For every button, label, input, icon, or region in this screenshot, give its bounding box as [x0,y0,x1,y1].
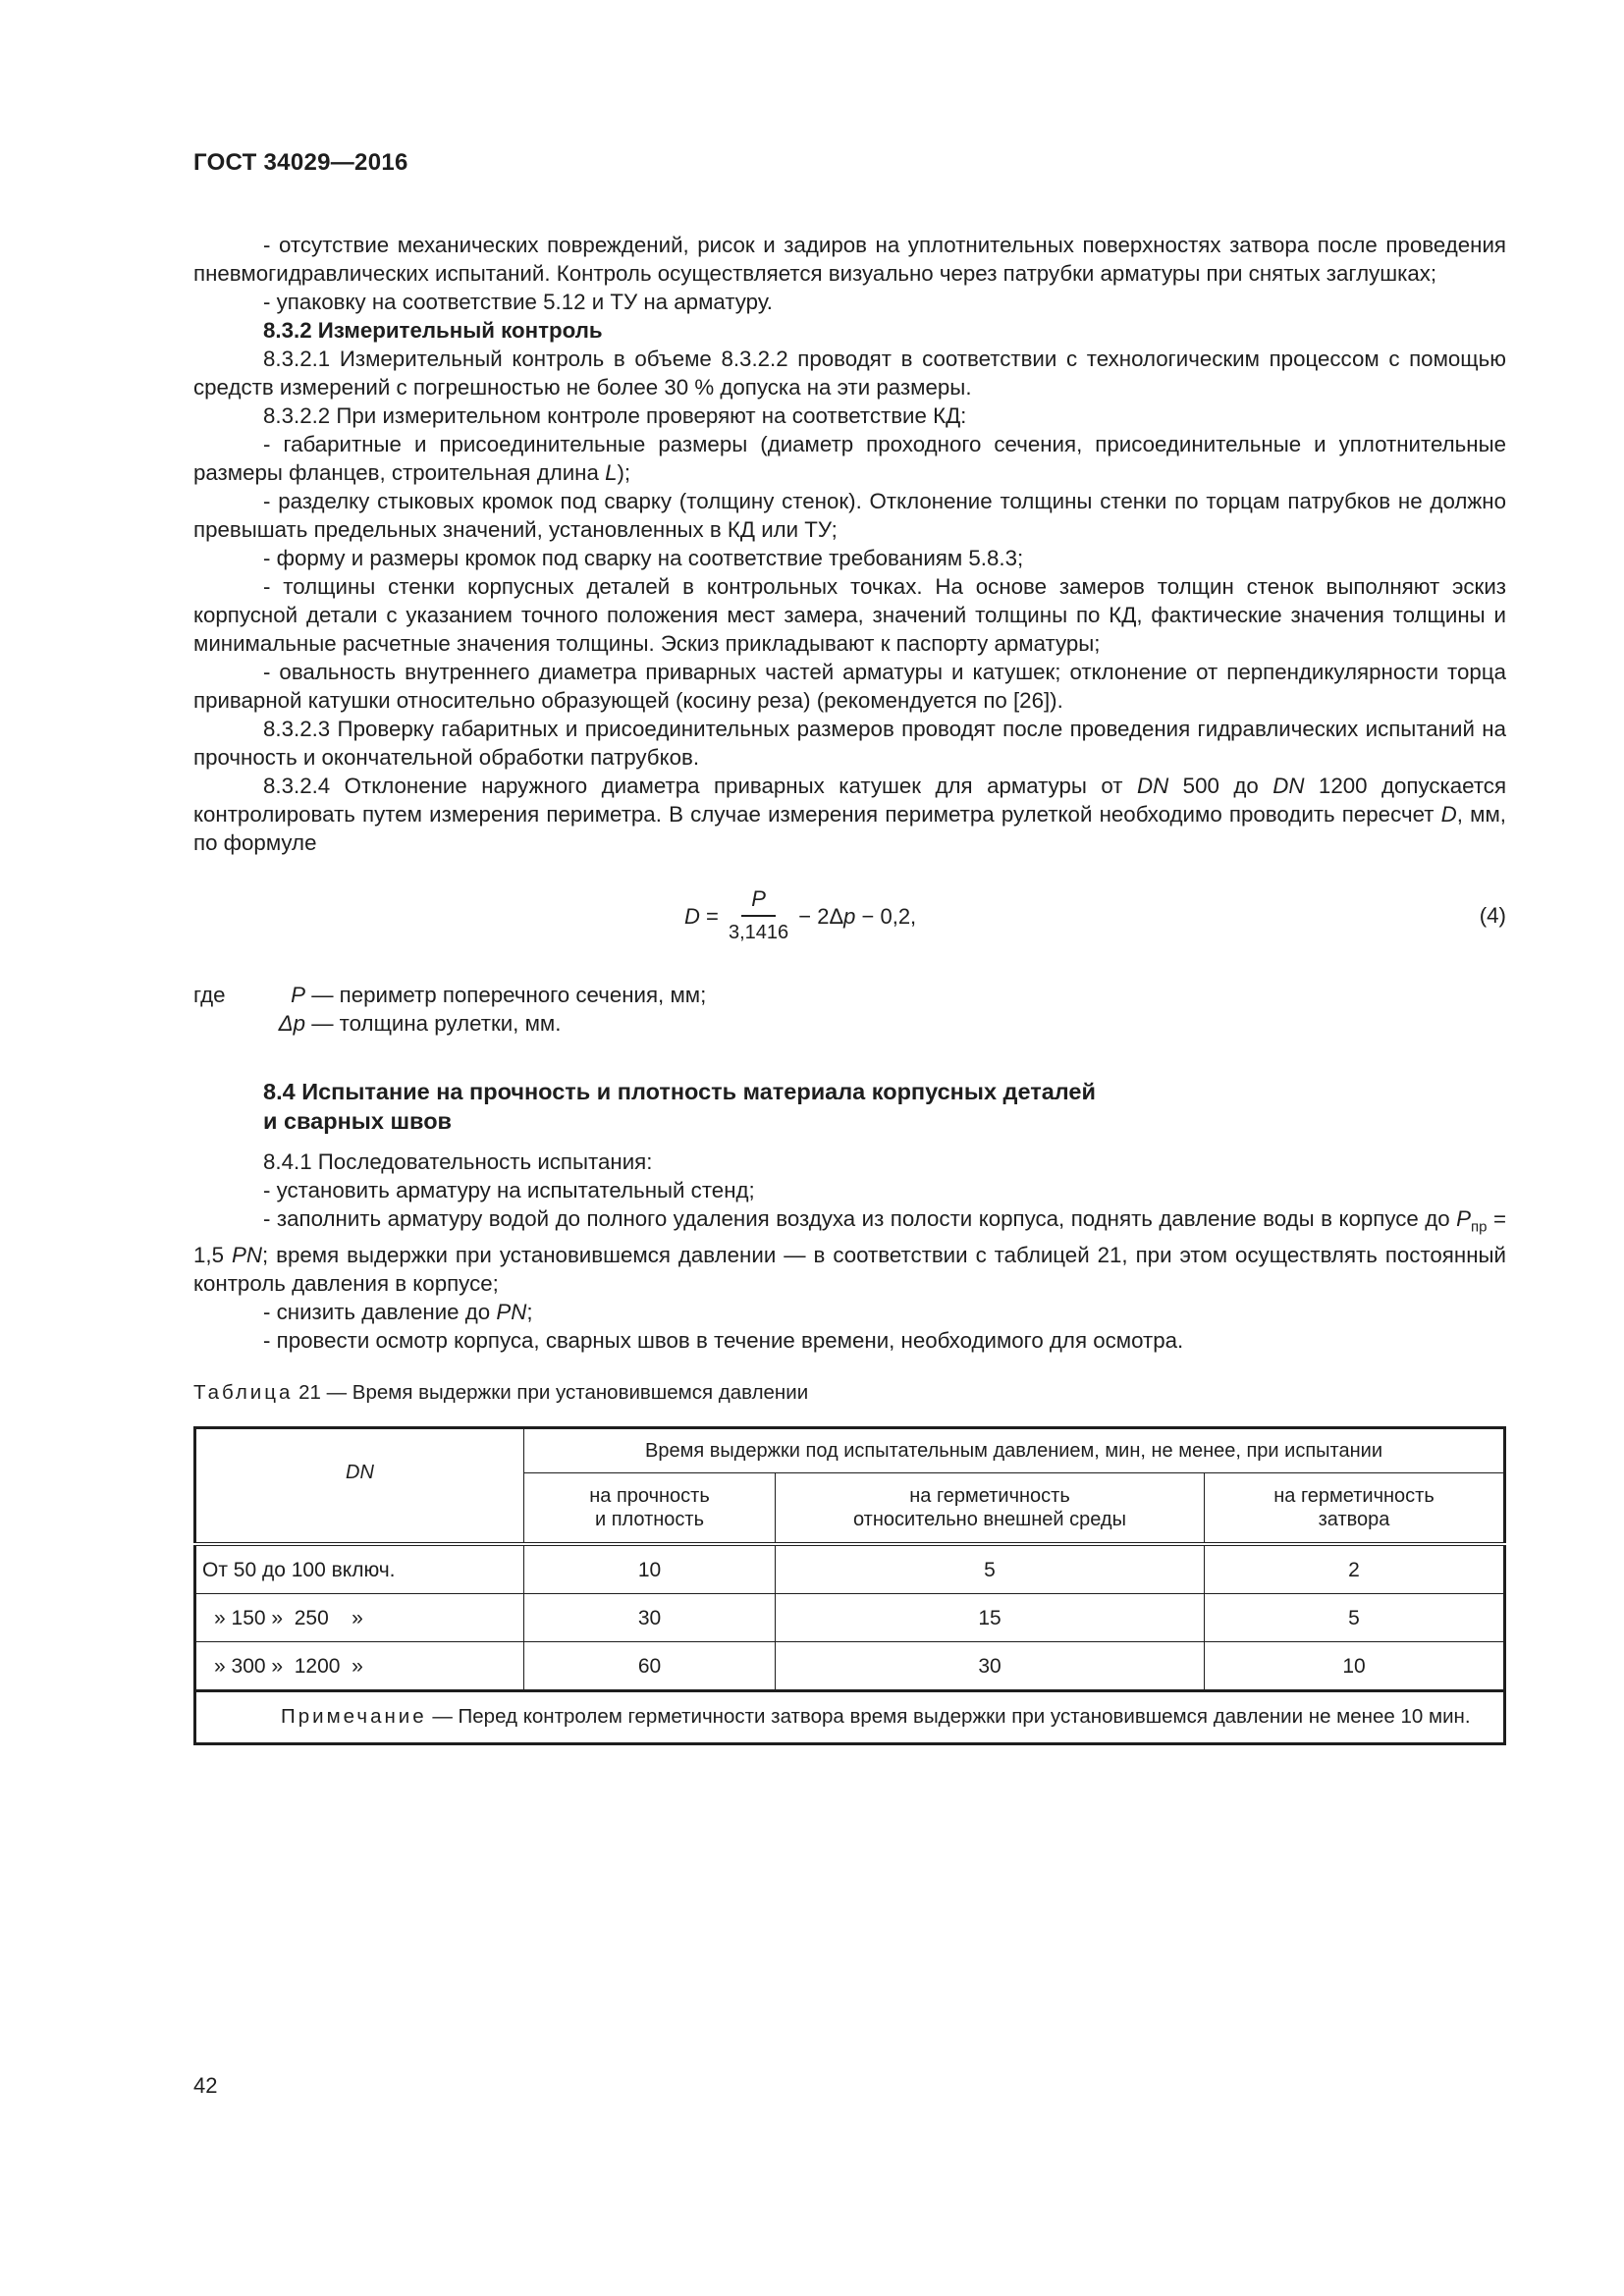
paragraph: 8.3.2.3 Проверку габаритных и присоединительных размеров проводят после проведения гидравлических испытаний на прочность и окончательной обработки патрубков. [193,717,1506,770]
header-line: на прочность [589,1485,710,1508]
cell-value: 5 [1205,1594,1505,1642]
cell-dn: » 150 » 250 » [195,1594,524,1642]
table-row [195,1594,1505,1642]
symbol: PN [496,1300,527,1325]
formula-block [193,877,1506,955]
cell-value: 5 [776,1544,1205,1594]
header-line: относительно внешней среды [853,1509,1126,1531]
column-group-header: Время выдержки под испытательным давлением, мин, не менее, при испытании [524,1428,1505,1473]
text: 8.3.2.4 Отклонение наружного диаметра приварных катушек для арматуры от [263,774,1137,798]
symbol: PN [231,1243,262,1268]
text: 1200 допускается контролировать путем измерения периметра. В случае измерения периметра рулеткой необходимо проводить пересчет [193,774,1507,827]
header-line: на герметичность [1273,1485,1435,1508]
table-row [195,1544,1505,1594]
cell-value: 10 [1205,1642,1505,1691]
list-item [193,1298,1506,1326]
formula-term: − 0,2, [855,903,917,929]
paragraph: 8.4.1 Последовательность испытания: [263,1149,653,1174]
cell-value: 2 [1205,1544,1505,1594]
text: - заполнить арматуру водой до полного удаления воздуха из полости корпуса, поднять давление воды в корпусе до [263,1206,1457,1231]
text: ; [526,1300,533,1325]
cell-value: 30 [524,1594,776,1642]
list-item [193,430,1506,487]
text: - снизить давление до [263,1300,497,1325]
subscript: пр [1471,1218,1488,1236]
section-heading-8-3-2: 8.3.2 Измерительный контроль [263,318,603,343]
list-item: - овальность внутреннего диаметра приварных частей арматуры и катушек; отклонение от перпендикулярности торца приварной катушки относительно образующей (косину реза) (рекомендуется по [26]). [193,660,1506,713]
symbol: L [605,460,618,485]
where-item [193,1009,1506,1038]
formula-term: p [843,903,856,929]
column-header-dn: DN [195,1428,524,1545]
list-item: - провести осмотр корпуса, сварных швов в течение времени, необходимого для осмотра. [263,1328,1184,1354]
column-header [1205,1473,1505,1545]
table-header-row [195,1428,1505,1473]
caption-label: Таблица [193,1381,294,1405]
formula-equals: = [699,903,725,929]
where-label: где [193,983,226,1007]
heading-line: и сварных швов [263,1108,452,1134]
table-note-row [195,1691,1505,1744]
where-description: — толщина рулетки, мм. [305,1011,562,1036]
table-note [195,1691,1505,1744]
paragraph: - отсутствие механических повреждений, рисок и задиров на уплотнительных поверхностях затвора после проведения пневмогидравлических испытаний. Контроль осуществляется визуально через патрубки арматуры при снятых заглушках; [193,233,1506,286]
table-caption [193,1378,1506,1407]
column-header [524,1473,776,1545]
formula-expression [684,877,916,955]
list-item: - разделку стыковых кромок под сварку (толщину стенок). Отклонение толщины стенки по торцам патрубков не должно превышать предельных значений, установленных в КД или ТУ; [193,489,1506,542]
where-item [193,981,1506,1009]
paragraph: - упаковку на соответствие 5.12 и ТУ на арматуру. [263,290,773,314]
page-body [193,231,1506,1745]
section-heading-8-4 [263,1077,1506,1136]
cell-value: 30 [776,1642,1205,1691]
header-line: и плотность [594,1509,705,1531]
symbol: D [1440,802,1457,827]
paragraph: 8.3.2.1 Измерительный контроль в объеме 8.3.2.2 проводят в соответствии с технологическим процессом с помощью средств измерений с погрешностью не более 30 % допуска на эти размеры. [193,347,1506,400]
fraction-denominator: 3,1416 [728,922,789,943]
paragraph [193,772,1506,857]
paragraph: 8.3.2.2 При измерительном контроле проверяют на соответствие КД: [263,403,967,428]
note-label: Примечание [281,1705,427,1729]
cell-value: 60 [524,1642,776,1691]
text: , мм, по формуле [193,802,1507,855]
fraction-numerator: P [741,884,776,917]
list-item [193,1204,1506,1298]
text: 500 до [1168,774,1273,798]
text: - габаритные и присоединительные размеры (диаметр проходного сечения, присоединительные и уплотнительные размеры фланцев, строительная длина [193,432,1506,485]
symbol: DN [1136,774,1169,798]
symbol: DN [1272,774,1305,798]
cell-dn: От 50 до 100 включ. [195,1544,524,1594]
text: = 1,5 [193,1206,1507,1268]
cell-dn: » 300 » 1200 » [195,1642,524,1691]
caption-text: 21 — Время выдержки при установившемся давлении [293,1381,809,1405]
list-item: - толщины стенки корпусных деталей в контрольных точках. На основе замеров толщин стенок выполняют эскиз корпусной детали с указанием точного положения мест замера, значений толщины по КД, фактические значения толщины и минимальные расчетные значения толщины. Эскиз прикладывают к паспорту арматуры; [193,574,1506,656]
column-header [776,1473,1205,1545]
formula-lhs: D [684,903,700,929]
table-row [195,1642,1505,1691]
formula-term: − 2Δ [792,903,844,929]
where-description: — периметр поперечного сечения, мм; [305,983,707,1007]
text: ); [617,460,631,485]
symbol: P [1456,1206,1472,1231]
note-text: — Перед контролем герметичности затвора время выдержки при установившемся давлении не менее 10 мин. [426,1705,1471,1729]
formula-fraction [729,884,788,947]
heading-line: 8.4 Испытание на прочность и плотность материала корпусных деталей [263,1079,1096,1104]
text: ; время выдержки при установившемся давлении — в соответствии с таблицей 21, при этом осуществлять постоянный контроль давления в корпусе; [193,1243,1506,1297]
header-line: затвора [1318,1509,1390,1531]
formula-number: (4) [1479,903,1506,928]
cell-value: 10 [524,1544,776,1594]
list-item: - установить арматуру на испытательный стенд; [263,1178,755,1202]
where-symbol: P [291,983,305,1007]
document-code-header: ГОСТ 34029—2016 [193,149,408,176]
where-symbol: Δp [278,1011,305,1036]
cell-value: 15 [776,1594,1205,1642]
page-number: 42 [193,2073,218,2098]
table-21 [193,1426,1506,1745]
list-item: - форму и размеры кромок под сварку на соответствие требованиям 5.8.3; [263,546,1024,570]
header-line: на герметичность [909,1485,1070,1508]
